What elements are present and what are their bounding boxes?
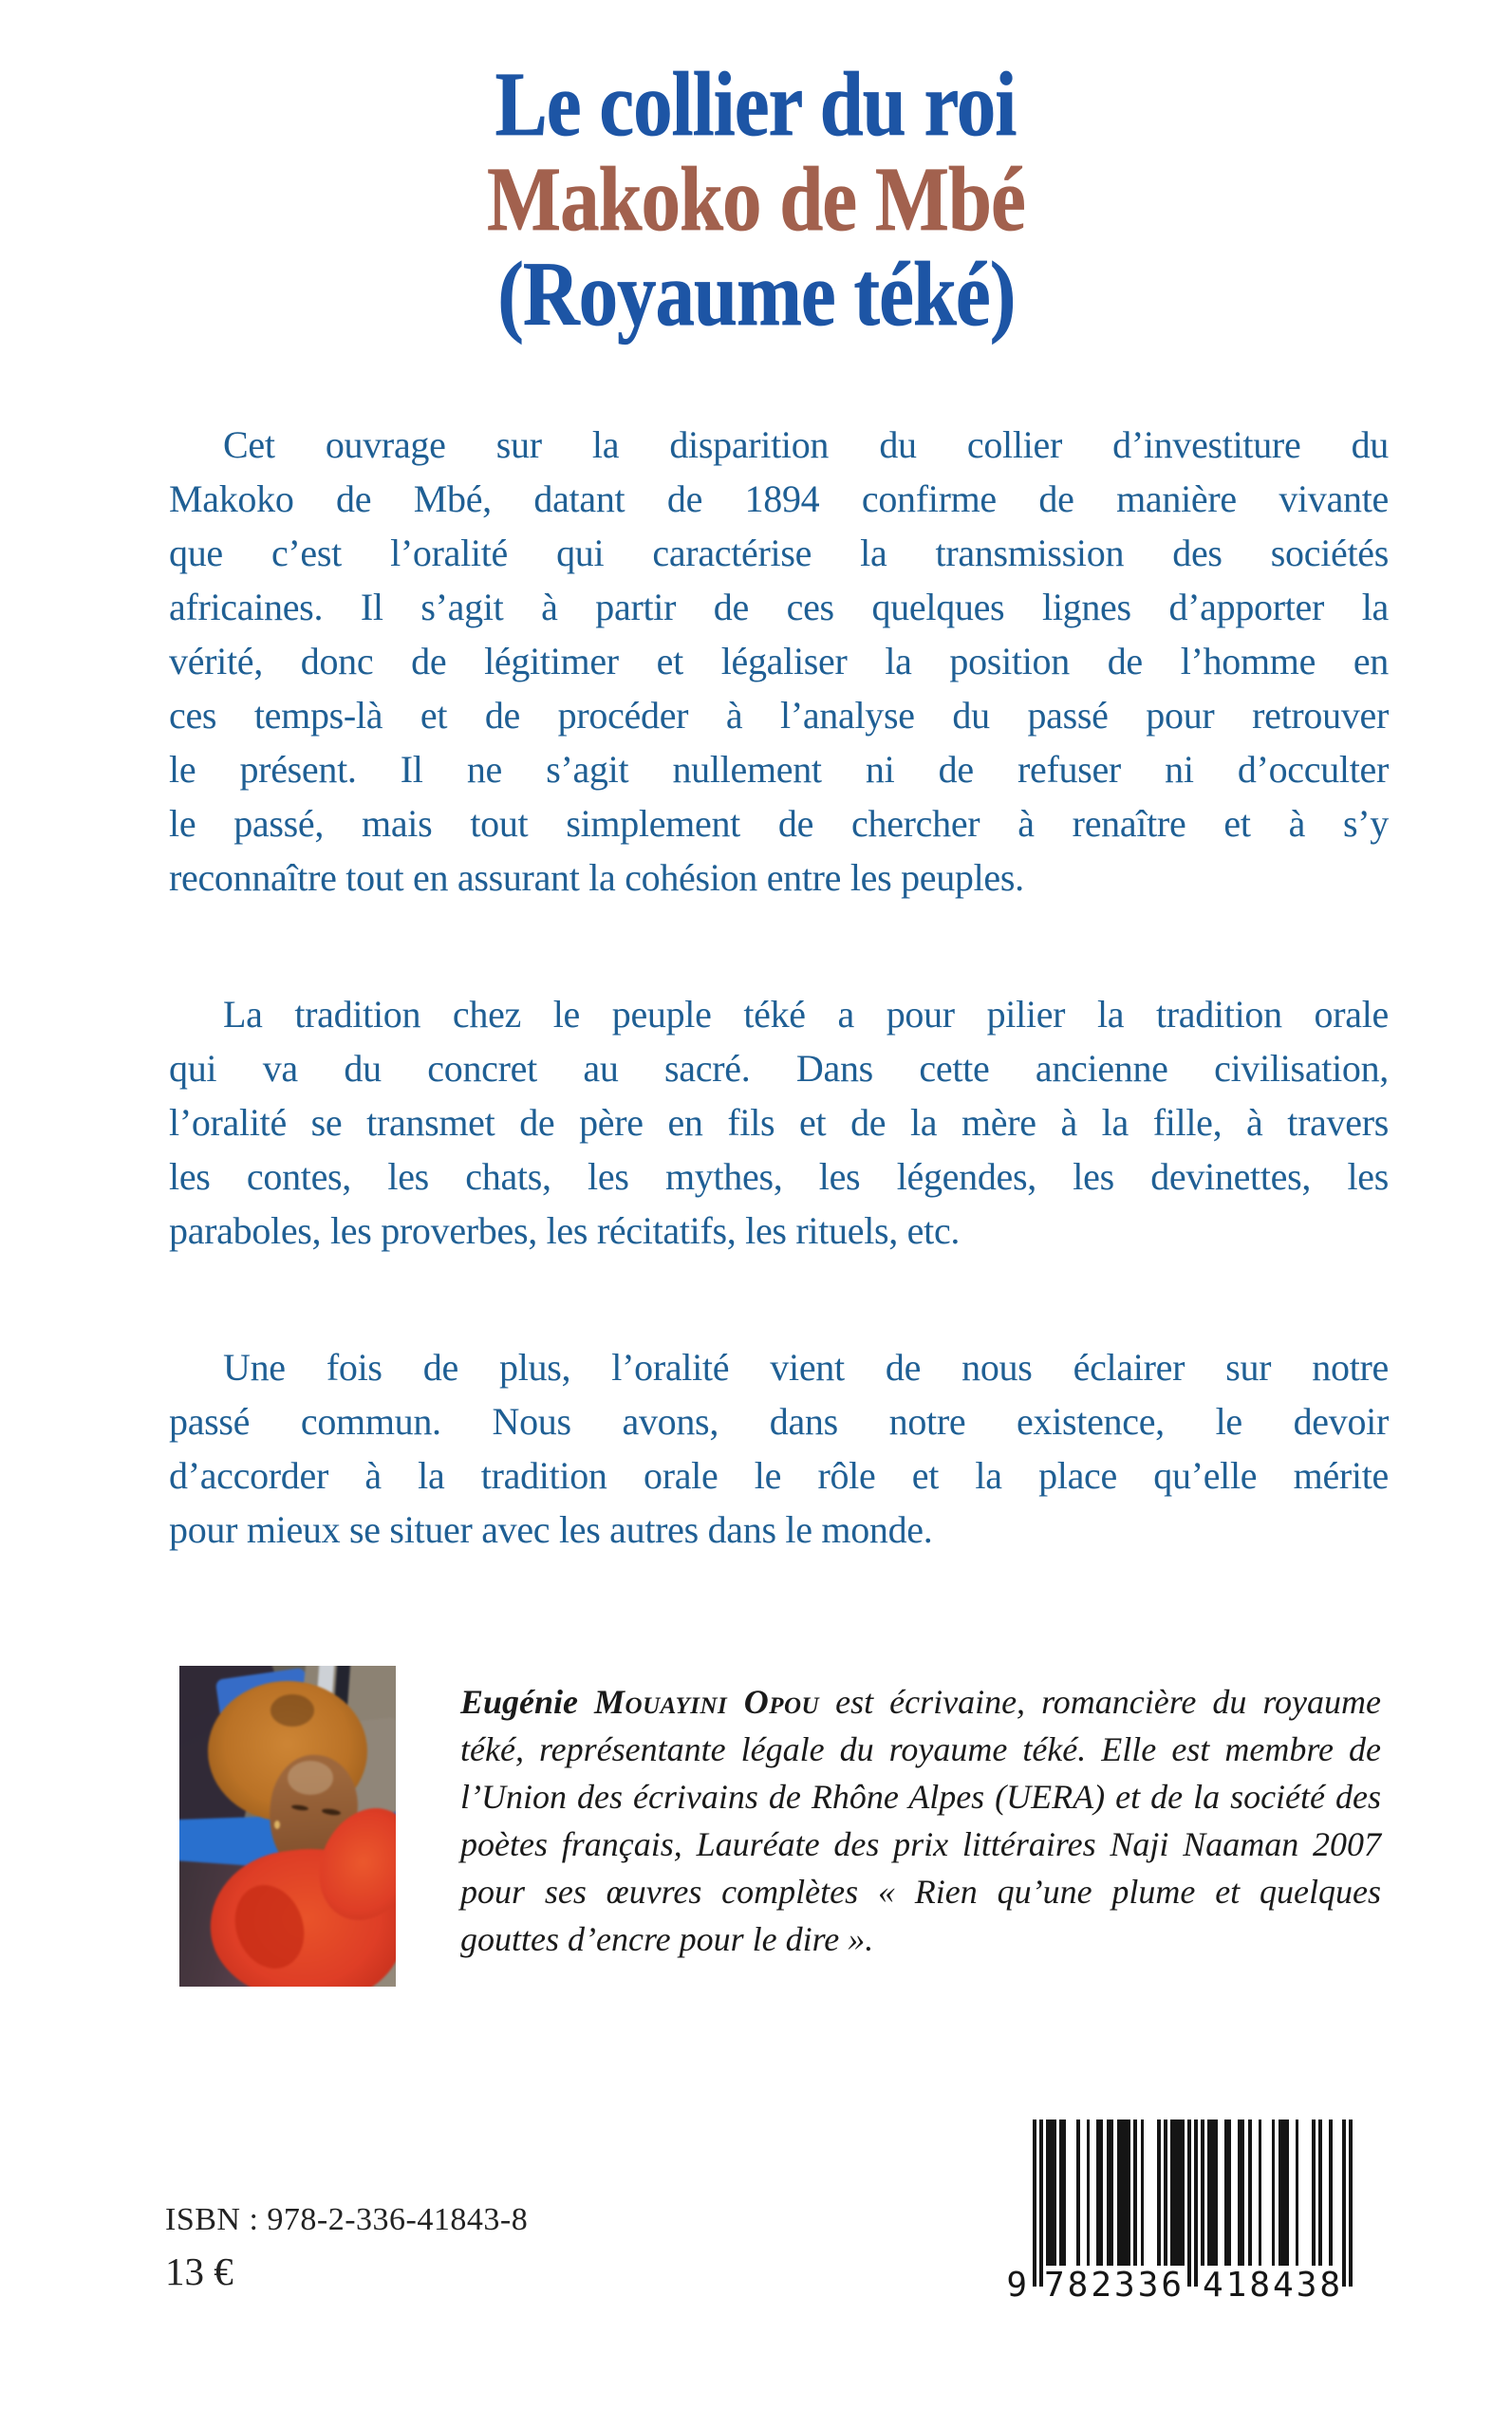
author-photo-art xyxy=(179,1666,396,1987)
photo-shape-forehead-highlight xyxy=(288,1761,333,1795)
title-text-3: (Royaume téké) xyxy=(496,243,1016,345)
synopsis-paragraph-3 xyxy=(169,1340,1389,1557)
synopsis-paragraph-1 xyxy=(169,418,1389,905)
synopsis-line: pour mieux se situer avec les autres dans le monde. xyxy=(169,1508,933,1551)
synopsis-line: reconnaître tout en assurant la cohésion entre les peuples. xyxy=(169,856,1024,899)
title-text-1: Le collier du roi xyxy=(495,53,1017,155)
barcode xyxy=(1006,2120,1353,2314)
author-bio xyxy=(460,1678,1381,1963)
synopsis-line: le présent. Il ne s’agit nullement ni de refuser ni d’occulter xyxy=(169,748,1389,791)
synopsis-line: africaines. Il s’agit à partir de ces quelques lignes d’apporter la xyxy=(169,586,1389,628)
synopsis-line: le passé, mais tout simplement de chercher à renaître et à s’y xyxy=(169,802,1389,845)
synopsis-line: les contes, les chats, les mythes, les légendes, les devinettes, les xyxy=(169,1155,1389,1198)
photo-shape-earring xyxy=(274,1821,280,1829)
title-block xyxy=(0,53,1512,345)
synopsis-line: vérité, donc de légitimer et légaliser la position de l’homme en xyxy=(169,640,1389,682)
title-text-2: Makoko de Mbé xyxy=(487,148,1025,250)
synopsis-line: ces temps-là et de procéder à l’analyse du passé pour retrouver xyxy=(169,694,1389,737)
synopsis-line: Makoko de Mbé, datant de 1894 confirme de manière vivante xyxy=(169,477,1389,520)
barcode-bars xyxy=(1033,2120,1353,2287)
title-line-3 xyxy=(0,243,1512,345)
synopsis-line: La tradition chez le peuple téké a pour pilier la tradition orale xyxy=(223,993,1389,1036)
title-line-2 xyxy=(0,148,1512,250)
author-last-name: Mouayini Opou xyxy=(594,1683,820,1721)
synopsis-line: paraboles, les proverbes, les récitatifs, les rituels, etc. xyxy=(169,1209,961,1252)
author-bio-body: est écrivaine, romancière du royaume téké, représentante légale du royaume téké. Elle est membre de l’Union des écrivains de Rhône Alpes (UERA) et de la société des poètes français, Lauréate des prix littéraires Naji Naaman 2007 pour ses œuvres complètes « Rien qu’une plume et quelques gouttes d’encre pour le dire ». xyxy=(460,1683,1381,1958)
barcode-first-digit: 9 xyxy=(1006,2266,1027,2305)
barcode-digit-group-1: 782336 xyxy=(1044,2266,1185,2305)
barcode-digit-group-2: 418438 xyxy=(1203,2266,1344,2305)
synopsis-paragraph-2 xyxy=(169,987,1389,1258)
author-photo xyxy=(179,1666,396,1987)
synopsis-line: qui va du concret au sacré. Dans cette ancienne civilisation, xyxy=(169,1047,1389,1090)
synopsis-line: Cet ouvrage sur la disparition du collier d’investiture du xyxy=(223,423,1389,466)
price-text: 13 € xyxy=(165,2250,233,2293)
synopsis-line: passé commun. Nous avons, dans notre existence, le devoir xyxy=(169,1400,1389,1443)
synopsis-line: l’oralité se transmet de père en fils et de la mère à la fille, à travers xyxy=(169,1101,1389,1144)
photo-shape-hair-shadow xyxy=(271,1694,314,1727)
author-first-name: Eugénie xyxy=(460,1683,595,1721)
synopsis-line: d’accorder à la tradition orale le rôle et la place qu’elle mérite xyxy=(169,1454,1389,1497)
isbn-text: ISBN : 978-2-336-41843-8 xyxy=(165,2202,529,2237)
synopsis-line: Une fois de plus, l’oralité vient de nous éclairer sur notre xyxy=(223,1346,1389,1389)
synopsis-line: que c’est l’oralité qui caractérise la transmission des sociétés xyxy=(169,532,1389,574)
synopsis xyxy=(169,418,1389,1557)
title-line-1 xyxy=(0,53,1512,155)
